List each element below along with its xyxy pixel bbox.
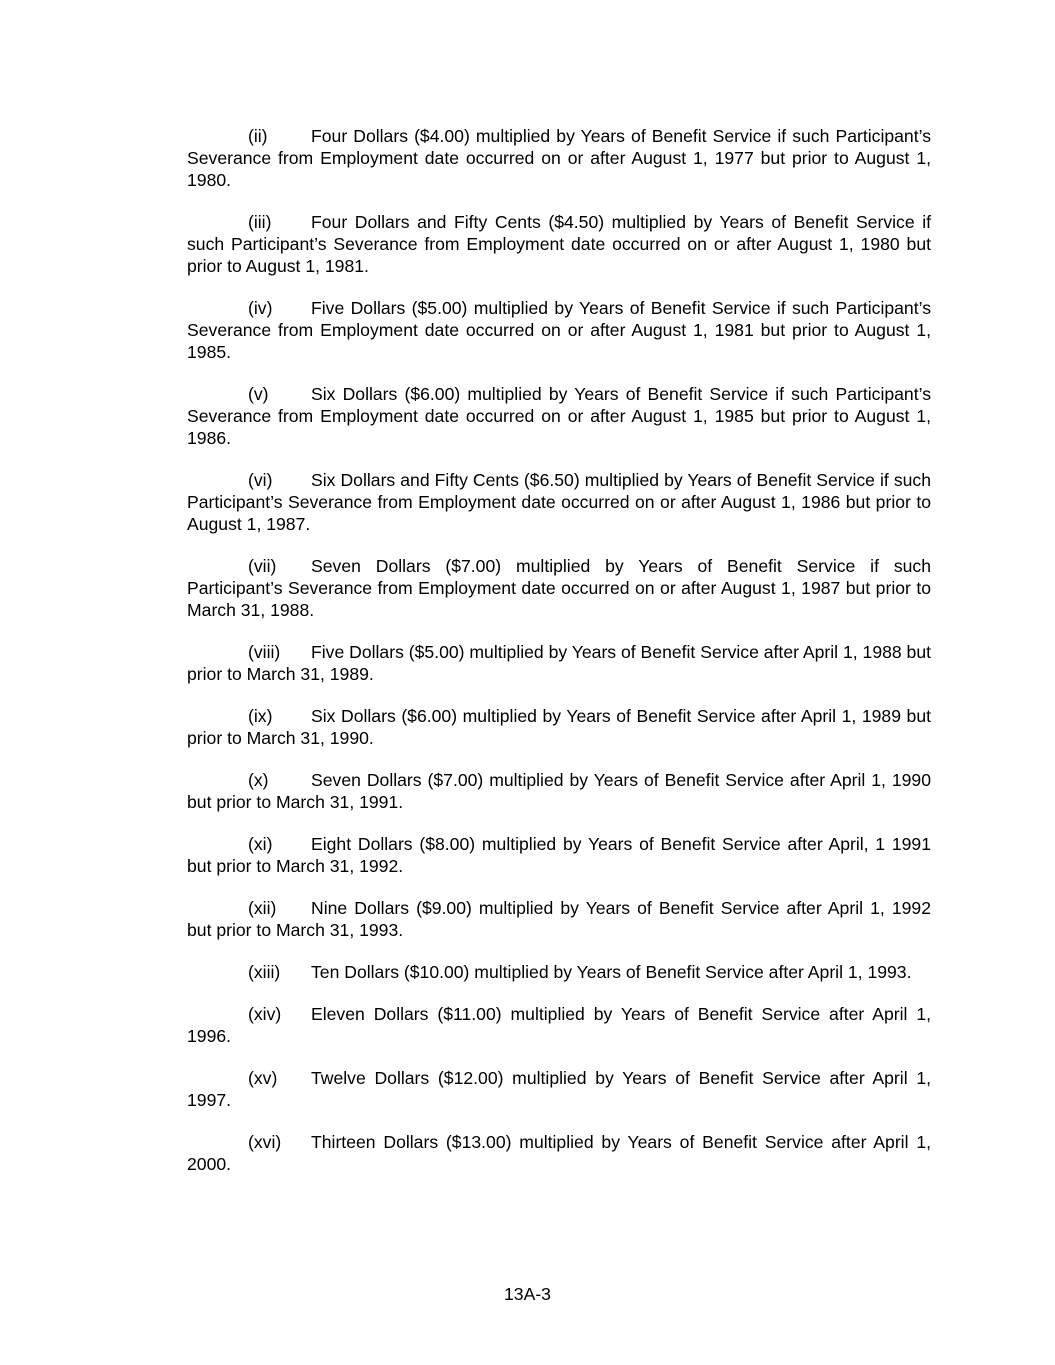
clause-number: (iv): [248, 298, 273, 318]
clause-text: Six Dollars and Fifty Cents ($6.50) multiplied by Years of Benefit Service if such Participant’s Severance from Employment date occurred on or after August 1, 1986 but prior to August 1, 1987.: [187, 470, 931, 534]
clause-text: Seven Dollars ($7.00) multiplied by Years of Benefit Service after April 1, 1990 but prior to March 31, 1991.: [187, 770, 931, 812]
clause-number: (vi): [248, 470, 273, 490]
clause-viii: [187, 641, 931, 685]
clause-number: (xvi): [248, 1132, 282, 1152]
page-number: 13A-3: [504, 1284, 551, 1304]
clause-number: (vii): [248, 556, 277, 576]
clause-text: Six Dollars ($6.00) multiplied by Years of Benefit Service if such Participant’s Severance from Employment date occurred on or after August 1, 1985 but prior to August 1, 1986.: [187, 384, 931, 448]
clause-number: (xiii): [248, 962, 281, 982]
clause-text: Ten Dollars ($10.00) multiplied by Years of Benefit Service after April 1, 1993.: [311, 962, 912, 982]
clause-number: (v): [248, 384, 269, 404]
clause-list: [187, 125, 931, 1195]
clause-text: Nine Dollars ($9.00) multiplied by Years of Benefit Service after April 1, 1992 but prior to March 31, 1993.: [187, 898, 931, 940]
clause-number: (iii): [248, 212, 272, 232]
clause-text: Twelve Dollars ($12.00) multiplied by Years of Benefit Service after April 1, 1997.: [187, 1068, 931, 1110]
clause-text: Eleven Dollars ($11.00) multiplied by Years of Benefit Service after April 1, 1996.: [187, 1004, 931, 1046]
clause-ix: [187, 705, 931, 749]
clause-text: Eight Dollars ($8.00) multiplied by Years of Benefit Service after April, 1 1991 but prior to March 31, 1992.: [187, 834, 931, 876]
clause-xv: [187, 1067, 931, 1111]
clause-number: (xiv): [248, 1004, 282, 1024]
clause-xvi: [187, 1131, 931, 1175]
clause-v: [187, 383, 931, 449]
clause-number: (ii): [248, 126, 268, 146]
clause-xiv: [187, 1003, 931, 1047]
clause-number: (xii): [248, 898, 277, 918]
clause-text: Five Dollars ($5.00) multiplied by Years of Benefit Service if such Participant’s Severance from Employment date occurred on or after August 1, 1981 but prior to August 1, 1985.: [187, 298, 931, 362]
clause-text: Four Dollars and Fifty Cents ($4.50) multiplied by Years of Benefit Service if such Participant’s Severance from Employment date occurred on or after August 1, 1980 but prior to August 1, 1981.: [187, 212, 931, 276]
clause-xi: [187, 833, 931, 877]
clause-vii: [187, 555, 931, 621]
clause-number: (x): [248, 770, 269, 790]
clause-text: Five Dollars ($5.00) multiplied by Years of Benefit Service after April 1, 1988 but prior to March 31, 1989.: [187, 642, 932, 684]
clause-ii: [187, 125, 931, 191]
clause-text: Four Dollars ($4.00) multiplied by Years of Benefit Service if such Participant’s Severance from Employment date occurred on or after August 1, 1977 but prior to August 1, 1980.: [187, 126, 931, 190]
clause-text: Six Dollars ($6.00) multiplied by Years of Benefit Service after April 1, 1989 but prior to March 31, 1990.: [187, 706, 931, 748]
clause-text: Seven Dollars ($7.00) multiplied by Years of Benefit Service if such Participant’s Severance from Employment date occurred on or after August 1, 1987 but prior to March 31, 1988.: [187, 556, 931, 620]
clause-number: (viii): [248, 642, 281, 662]
clause-xii: [187, 897, 931, 941]
clause-x: [187, 769, 931, 813]
clause-text: Thirteen Dollars ($13.00) multiplied by Years of Benefit Service after April 1, 2000.: [187, 1132, 931, 1174]
clause-vi: [187, 469, 931, 535]
clause-iii: [187, 211, 931, 277]
clause-iv: [187, 297, 931, 363]
clause-number: (ix): [248, 706, 273, 726]
clause-number: (xv): [248, 1068, 278, 1088]
clause-number: (xi): [248, 834, 273, 854]
clause-xiii: [187, 961, 931, 983]
